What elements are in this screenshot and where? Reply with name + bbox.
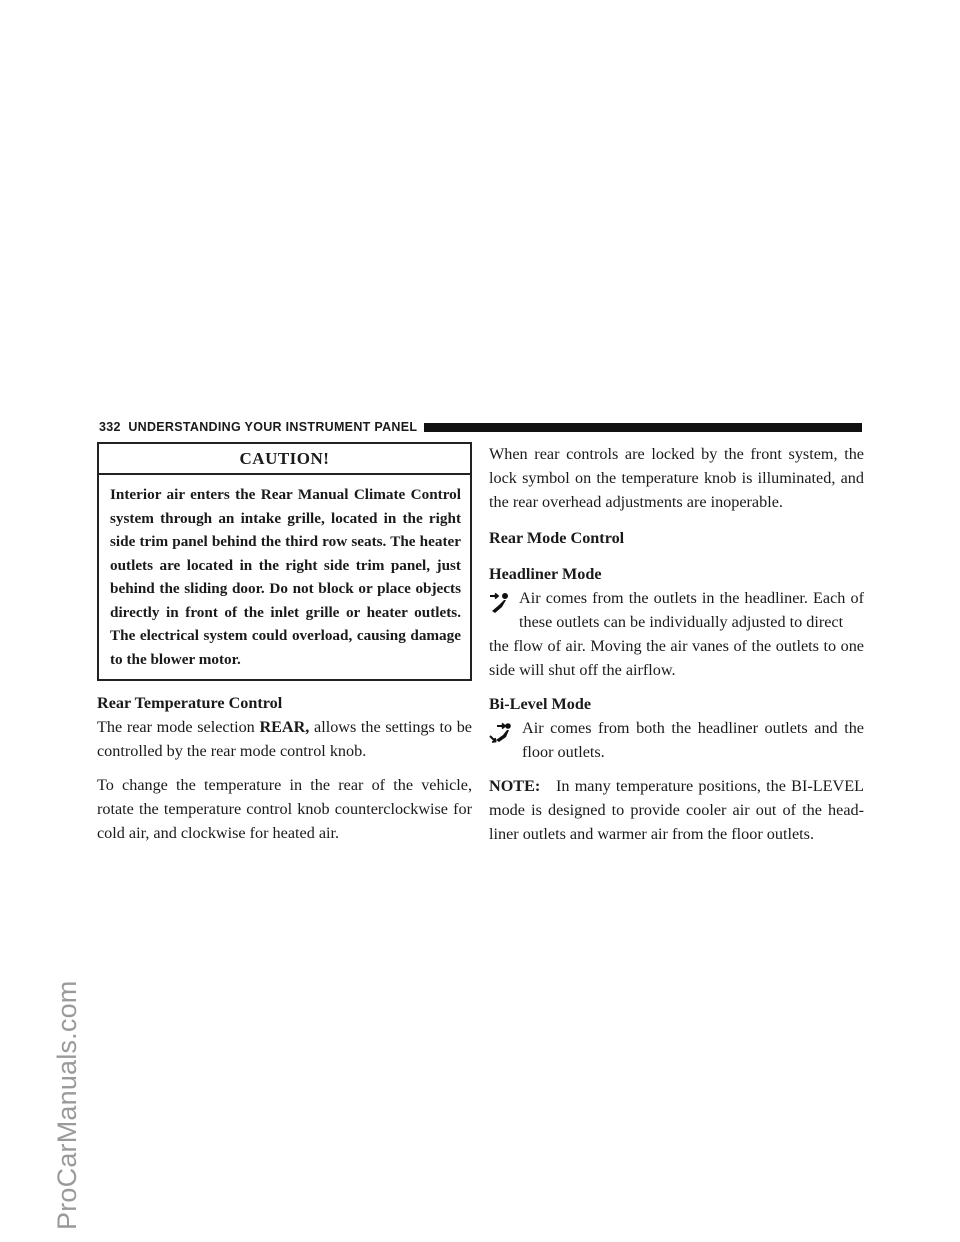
right-column (489, 442, 864, 846)
bi-level-mode-section (489, 716, 864, 764)
page-number: 332 (99, 420, 121, 434)
bi-level-mode-heading: Bi-Level Mode (489, 695, 592, 713)
headliner-mode-heading: Headliner Mode (489, 565, 602, 583)
caution-title: CAUTION! (99, 444, 470, 475)
bi-level-mode-icon (489, 722, 511, 744)
page-header (99, 418, 862, 436)
left-column (97, 442, 472, 845)
header-rule (424, 423, 862, 432)
rear-temperature-paragraph-1: The rear mode selection REAR, allows the settings to be controlled by the rear mode control knob. (97, 718, 472, 760)
headliner-mode-text-rest: the flow of air. Moving the air vanes of the outlets to one side will shut off the airflow. (489, 637, 864, 679)
headliner-mode-section (489, 586, 864, 682)
headliner-mode-text-first: Air comes from the outlets in the headliner. Each of these outlets can be individually adjusted to direct (519, 589, 864, 631)
bi-level-mode-text: Air comes from both the headliner outlets and the floor outlets. (522, 719, 864, 761)
headliner-mode-icon (489, 592, 511, 614)
section-title: UNDERSTANDING YOUR INSTRUMENT PANEL (128, 420, 418, 434)
note-label: NOTE: (489, 777, 541, 795)
note-paragraph (489, 774, 864, 846)
rear-selection-label: REAR, (259, 718, 310, 736)
note-text: In many temperature positions, the BI-LEVEL mode is designed to provide cooler air out of the head-liner outlets and warmer air from the floor outlets. (489, 777, 864, 843)
rear-temperature-heading: Rear Temperature Control (97, 694, 283, 712)
caution-box (97, 442, 472, 681)
locked-controls-paragraph: When rear controls are locked by the front system, the lock symbol on the temperature knob is illuminated, and the rear overhead adjustments are inoperable. (489, 445, 864, 511)
rear-temperature-paragraph-2: To change the temperature in the rear of the vehicle, rotate the temperature control knob counterclockwise for cold air, and clockwise for heated air. (97, 776, 472, 842)
rear-mode-heading: Rear Mode Control (489, 529, 625, 547)
watermark: ProCarManuals.com (52, 980, 82, 1230)
caution-body: Interior air enters the Rear Manual Climate Control system through an intake grille, located in the right side trim panel behind the third row seats. The heater outlets are located in the right side trim panel, just behind the sliding door. Do not block or place objects directly in front of the inlet grille or heater outlets. The electrical system could overload, causing damage to the blower motor. (110, 486, 461, 668)
